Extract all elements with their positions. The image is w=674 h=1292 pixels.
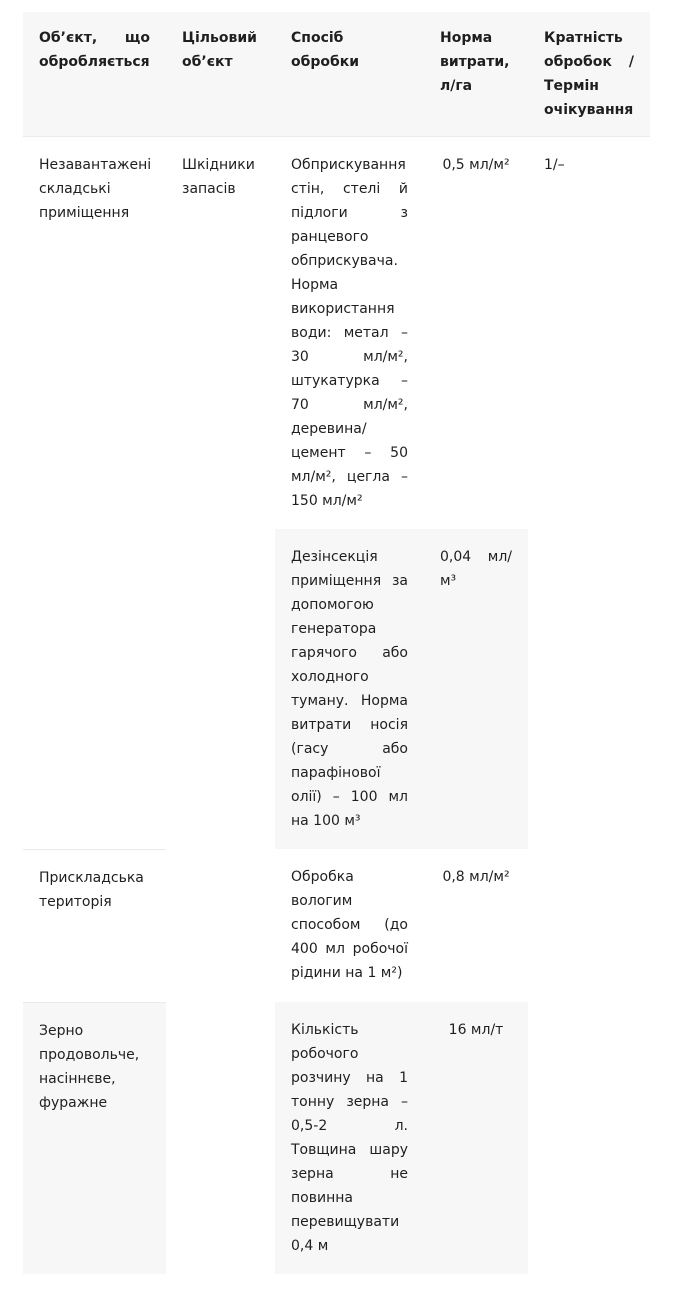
cell-object: Прискладська територія [23,849,166,1002]
cell-target: Шкідники запасів [166,137,275,1275]
cell-rate: 0,5 мл/м² [424,137,528,530]
header-target: Цільовий об’єкт [166,12,275,137]
cell-frequency: 1/– [528,137,650,1275]
cell-method: Обприскування стін, стелі й підлоги з ранцевого обприскувача. Норма використання води: метал – 30 мл/м², штукатурка – 70 мл/м², деревина/цемент – 50 мл/м², цегла – 150 мл/м² [275,137,424,530]
cell-rate: 16 мл/т [424,1002,528,1274]
cell-rate: 0,8 мл/м² [424,849,528,1002]
cell-object: Незавантажені складські приміщення [23,137,166,850]
header-rate: Норма витрати, л/га [424,12,528,137]
table-row [23,137,650,530]
pesticide-usage-table [23,12,650,1274]
cell-method: Кількість робочого розчину на 1 тонну зерна – 0,5-2 л. Товщина шару зерна не повинна перевищувати 0,4 м [275,1002,424,1274]
header-object: Об’єкт, що обробляється [23,12,166,137]
cell-rate: 0,04 мл/м³ [424,529,528,849]
cell-method: Дезінсекція приміщення за допомогою генератора гарячого або холодного туману. Норма витрати носія (гасу або парафінової олії) – 100 мл на 100 м³ [275,529,424,849]
table-header-row [23,12,650,137]
header-method: Спосіб обробки [275,12,424,137]
cell-method: Обробка вологим способом (до 400 мл робочої рідини на 1 м²) [275,849,424,1002]
cell-object: Зерно продовольче, насіннєве, фуражне [23,1002,166,1274]
header-frequency: Кратність обробок / Термін очікування [528,12,650,137]
